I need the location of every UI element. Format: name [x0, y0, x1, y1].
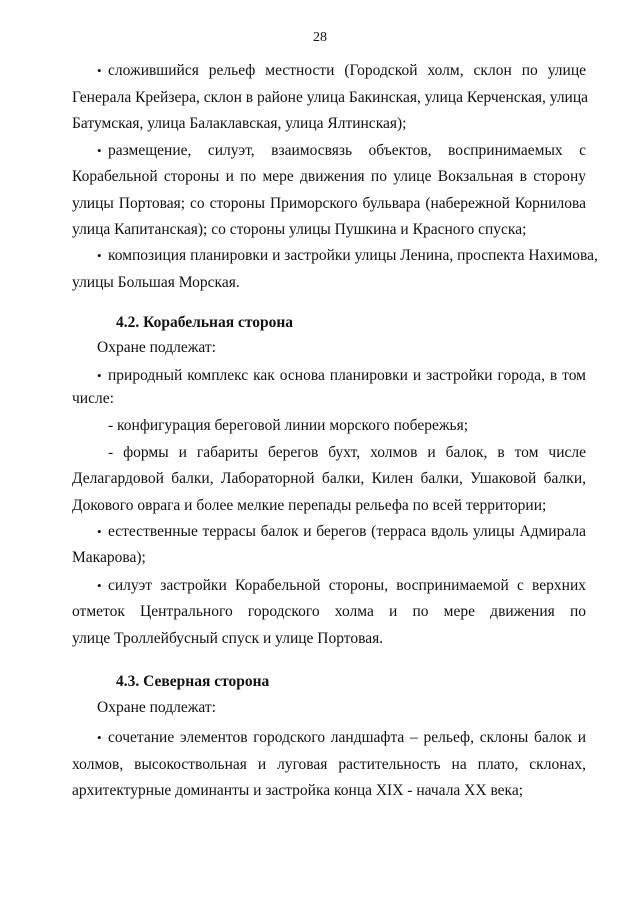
paragraph-line: улицы Большая Морская.	[72, 274, 240, 291]
paragraph-line: размещение, силуэт, взаимосвязь объектов, воспринимаемых с	[108, 142, 586, 159]
bullet-icon: •	[97, 248, 102, 263]
paragraph-line: Батумская, улица Балаклавская, улица Ялтинская);	[72, 115, 407, 132]
paragraph-line: Делагардовой балки, Лабораторной балки, Килен балки, Ушаковой балки,	[72, 470, 586, 487]
paragraph-line: холмов, высокоствольная и луговая растительность на плато, склонах,	[72, 756, 586, 773]
paragraph-line: естественные террасы балок и берегов (терраса вдоль улицы Адмирала	[108, 523, 586, 540]
paragraph-line: силуэт застройки Корабельной стороны, воспринимаемой с верхних	[108, 577, 586, 594]
section-intro: Охране подлежат:	[97, 339, 216, 356]
paragraph-line: улице Троллейбусный спуск и улице Портовая.	[72, 630, 384, 647]
paragraph-line: архитектурные доминанты и застройка конца XIX - начала XX века;	[72, 782, 524, 799]
bullet-icon: •	[97, 368, 102, 383]
paragraph-line: композиция планировки и застройки улицы Ленина, проспекта Нахимова,	[108, 247, 598, 264]
paragraph-line: Корабельной стороны и по мере движения по улице Вокзальная в сторону	[72, 168, 586, 185]
paragraph-line: сочетание элементов городского ландшафта – рельеф, склоны балок и	[108, 729, 586, 746]
paragraph-line: - формы и габариты берегов бухт, холмов и балок, в том числе	[108, 444, 586, 461]
section-intro: Охране подлежат:	[97, 699, 216, 716]
section-heading: 4.3. Северная сторона	[116, 673, 270, 690]
paragraph-line: улица Капитанская); со стороны улицы Пушкина и Красного спуска;	[72, 221, 527, 238]
paragraph-line: природный комплекс как основа планировки и застройки города, в том	[108, 367, 586, 384]
paragraph-line: числе:	[72, 390, 114, 407]
paragraph-line: отметок Центрального городского холма и по мере движения по	[72, 603, 586, 620]
paragraph-line: Докового оврага и более мелкие перепады рельефа по всей территории;	[72, 497, 547, 514]
paragraph-line: Макарова);	[72, 549, 146, 566]
paragraph-line: Генерала Крейзера, склон в районе улица Бакинская, улица Керченская, улица	[72, 89, 589, 106]
bullet-icon: •	[97, 63, 102, 78]
paragraph-line: улицы Портовая; со стороны Приморского бульвара (набережной Корнилова	[72, 195, 586, 212]
paragraph-line: сложившийся рельеф местности (Городской холм, склон по улице	[108, 62, 586, 79]
bullet-icon: •	[97, 524, 102, 539]
dash-item: - конфигурация береговой линии морского побережья;	[108, 417, 469, 434]
page-number: 28	[313, 30, 327, 45]
section-heading: 4.2. Корабельная сторона	[116, 314, 294, 331]
bullet-icon: •	[97, 578, 102, 593]
bullet-icon: •	[97, 143, 102, 158]
bullet-icon: •	[97, 730, 102, 745]
